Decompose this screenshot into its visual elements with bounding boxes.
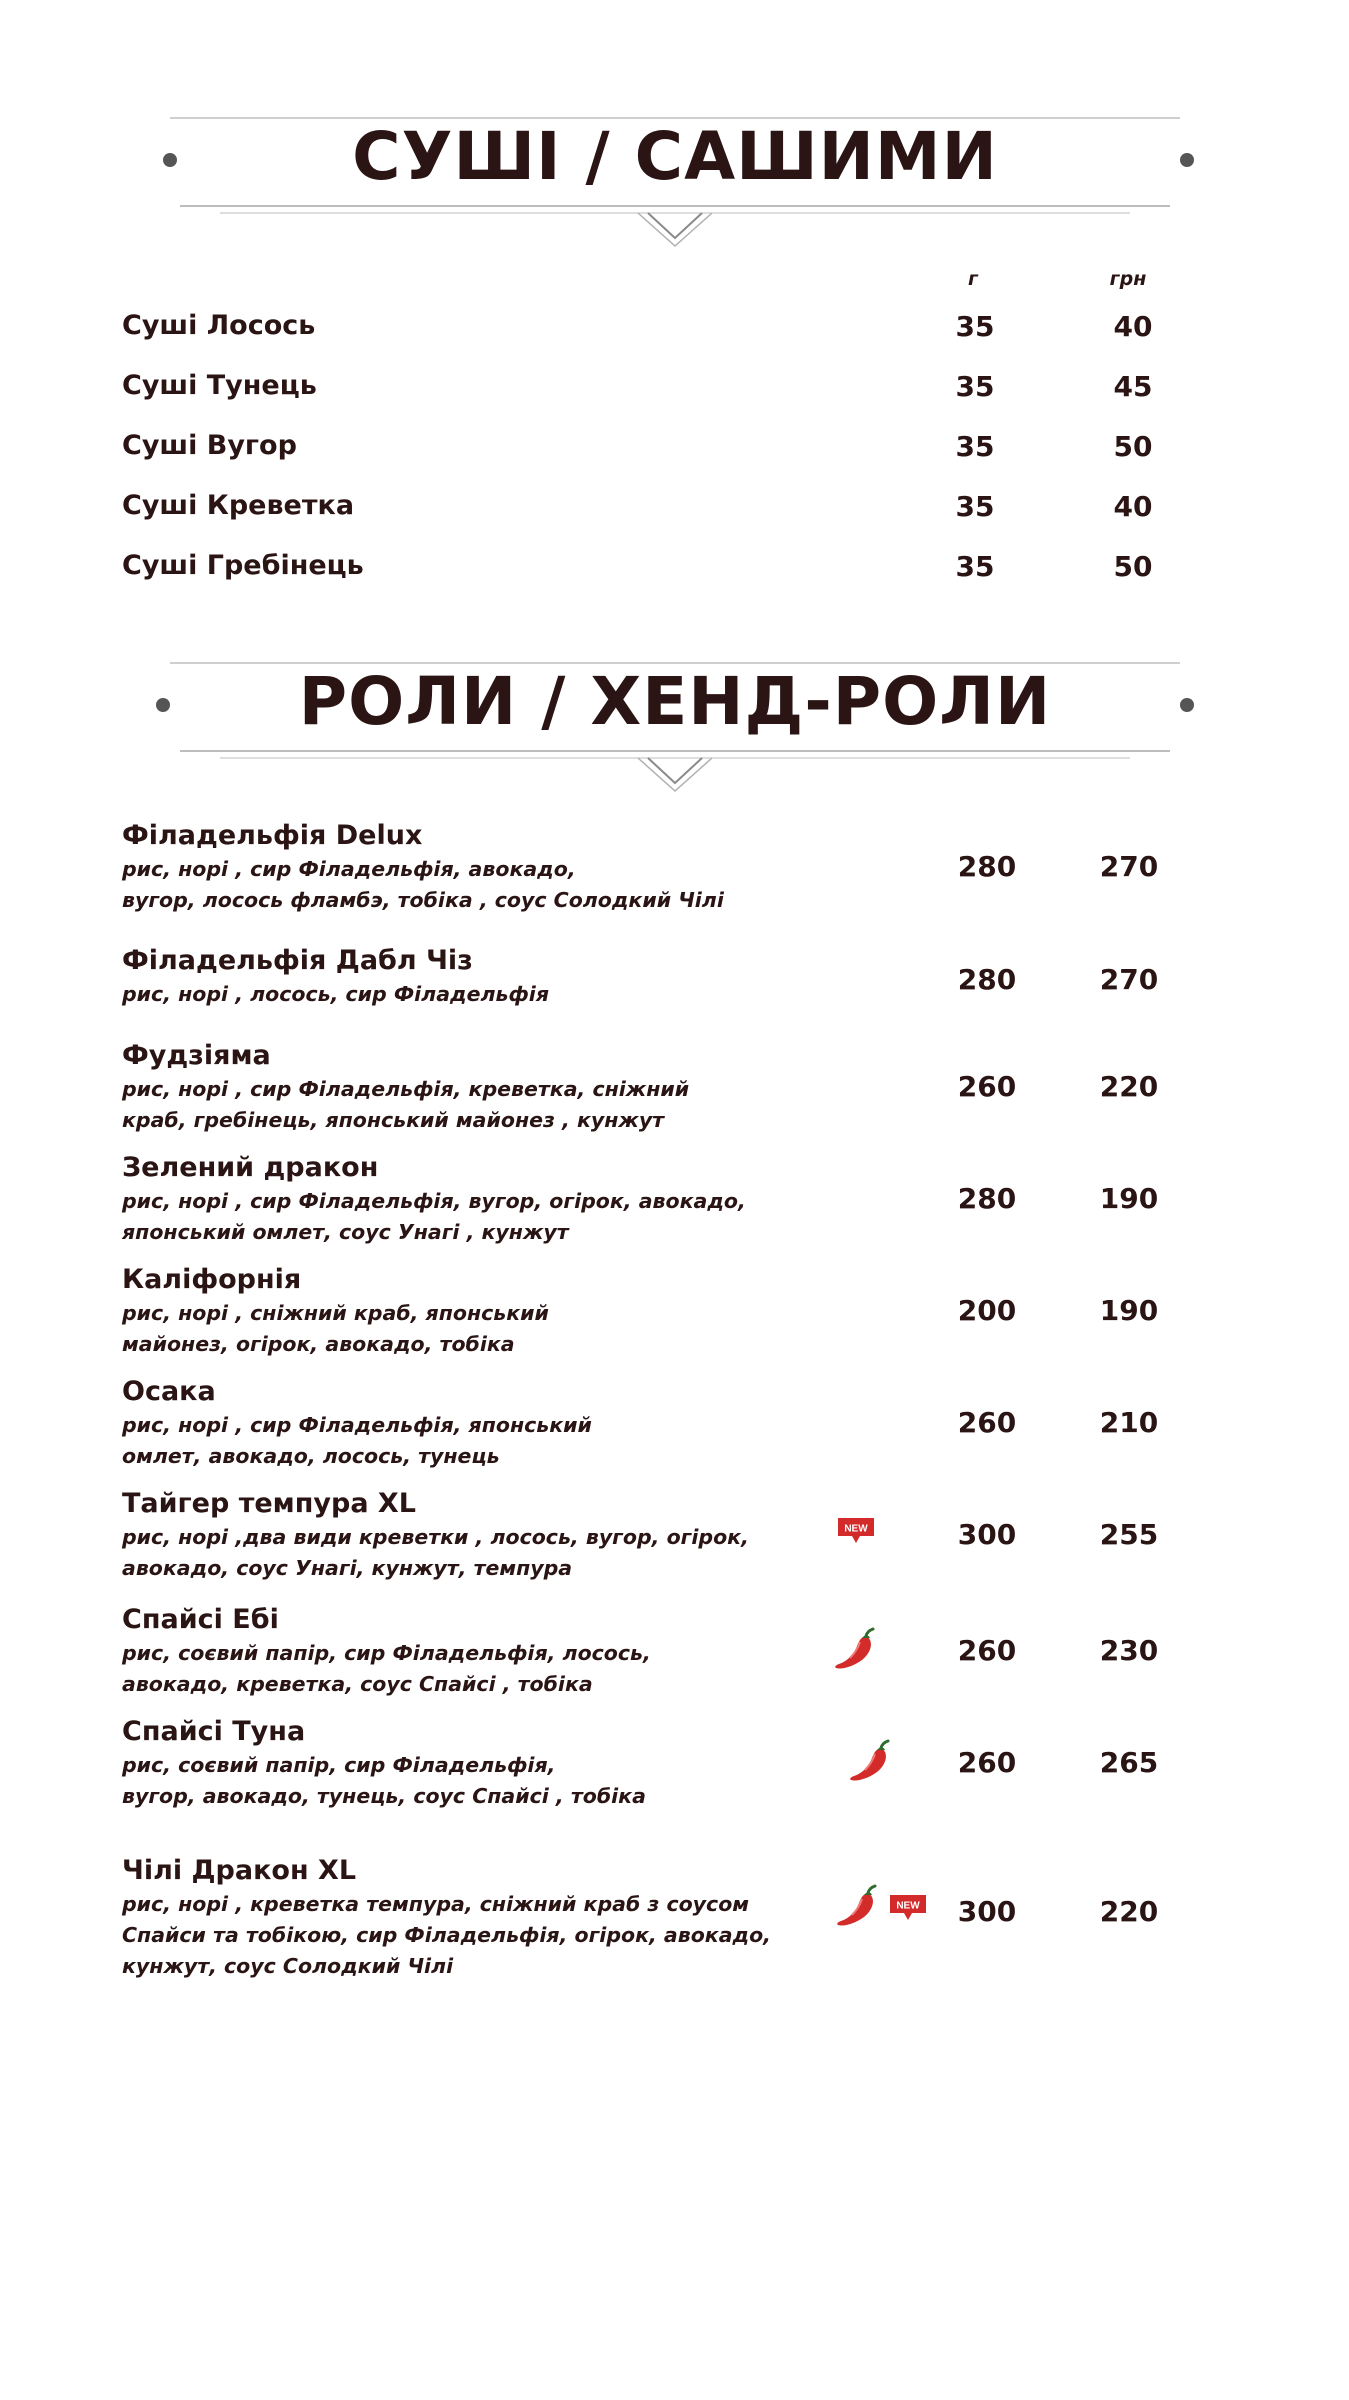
item-weight: 300 (957, 1895, 1017, 1928)
item-weight: 300 (957, 1518, 1017, 1551)
item-price: 190 (1099, 1182, 1159, 1215)
item-price: 270 (1099, 850, 1159, 883)
item-description (122, 1298, 822, 1360)
item-price: 40 (1113, 490, 1153, 523)
item-price: 40 (1113, 310, 1153, 343)
description-line: краб, гребінець, японський майонез , кунжут (122, 1108, 665, 1132)
item-description (122, 1638, 822, 1700)
chili-pepper-icon (830, 1626, 880, 1680)
item-price: 265 (1099, 1746, 1159, 1779)
description-line: японський омлет, соус Унагі , кунжут (122, 1220, 569, 1244)
item-weight: 280 (957, 1182, 1017, 1215)
description-line: рис, норі , сир Філадельфія, авокадо, (122, 857, 576, 881)
item-name: Суші Лосось (122, 310, 316, 341)
item-name: Чілі Дракон XL (122, 1855, 357, 1886)
item-price: 220 (1099, 1895, 1159, 1928)
description-line: рис, норі , сир Філадельфія, креветка, сніжний (122, 1077, 690, 1101)
item-name: Спайсі Туна (122, 1716, 306, 1747)
item-badges (830, 1626, 886, 1680)
item-description (122, 854, 822, 916)
item-name: Суші Гребінець (122, 550, 364, 581)
description-line: кунжут, соус Солодкий Чілі (122, 1954, 454, 1978)
item-name: Суші Вугор (122, 430, 297, 461)
column-header-weight: г (968, 268, 978, 290)
section-title-sushi: СУШІ / САШИМИ (352, 118, 998, 195)
item-name: Фудзіяма (122, 1040, 271, 1071)
item-price: 210 (1099, 1406, 1159, 1439)
sushi-section-banner (140, 110, 1210, 260)
item-weight: 260 (957, 1070, 1017, 1103)
item-price: 190 (1099, 1294, 1159, 1327)
item-weight: 35 (955, 430, 995, 463)
description-line: Спайси та тобікою, сир Філадельфія, огірок, авокадо, (122, 1923, 771, 1947)
item-name: Зелений дракон (122, 1152, 379, 1183)
item-price: 230 (1099, 1634, 1159, 1667)
description-line: рис, норі , лосось, сир Філадельфія (122, 982, 549, 1006)
item-description (122, 1889, 822, 1982)
item-description (122, 1410, 822, 1472)
chili-pepper-icon (832, 1883, 882, 1937)
item-badges (836, 1516, 882, 1550)
item-name: Філадельфія Delux (122, 820, 423, 851)
item-description (122, 1074, 822, 1136)
description-line: рис, норі ,два види креветки , лосось, вугор, огірок, (122, 1525, 749, 1549)
item-weight: 280 (957, 850, 1017, 883)
description-line: рис, норі , сир Філадельфія, вугор, огірок, авокадо, (122, 1189, 746, 1213)
item-description (122, 979, 822, 1010)
description-line: авокадо, креветка, соус Спайсі , тобіка (122, 1672, 593, 1696)
item-price: 50 (1113, 430, 1153, 463)
item-weight: 35 (955, 490, 995, 523)
item-weight: 260 (957, 1746, 1017, 1779)
item-name: Філадельфія Дабл Чіз (122, 945, 473, 976)
description-line: рис, соєвий папір, сир Філадельфія, лосось, (122, 1641, 651, 1665)
description-line: рис, соєвий папір, сир Філадельфія, (122, 1753, 556, 1777)
item-name: Осака (122, 1376, 216, 1407)
description-line: вугор, лосось фламбэ, тобіка , соус Солодкий Чілі (122, 888, 724, 912)
description-line: рис, норі , сніжний краб, японський (122, 1301, 549, 1325)
new-badge-text: NEW (896, 1900, 920, 1912)
new-badge-icon (888, 1893, 928, 1927)
item-weight: 280 (957, 963, 1017, 996)
item-name: Суші Креветка (122, 490, 355, 521)
new-badge-text: NEW (844, 1523, 868, 1535)
description-line: омлет, авокадо, лосось, тунець (122, 1444, 500, 1468)
description-line: вугор, авокадо, тунець, соус Спайсі , тобіка (122, 1784, 646, 1808)
item-badges (832, 1883, 934, 1937)
item-weight: 260 (957, 1634, 1017, 1667)
column-header-price: грн (1109, 268, 1147, 290)
item-description (122, 1522, 822, 1584)
new-badge-icon (836, 1516, 876, 1550)
item-weight: 35 (955, 550, 995, 583)
item-weight: 200 (957, 1294, 1017, 1327)
item-weight: 260 (957, 1406, 1017, 1439)
description-line: авокадо, соус Унагі, кунжут, темпура (122, 1556, 573, 1580)
item-name: Суші Тунець (122, 370, 317, 401)
item-badges (845, 1738, 901, 1792)
item-price: 50 (1113, 550, 1153, 583)
item-price: 220 (1099, 1070, 1159, 1103)
item-weight: 35 (955, 370, 995, 403)
item-price: 270 (1099, 963, 1159, 996)
item-description (122, 1186, 822, 1248)
section-title-rolls: РОЛИ / ХЕНД-РОЛИ (298, 663, 1052, 740)
rolls-section-banner (140, 655, 1210, 805)
description-line: рис, норі , креветка темпура, сніжний краб з соусом (122, 1892, 750, 1916)
item-description (122, 1750, 822, 1812)
chili-pepper-icon (845, 1738, 895, 1792)
item-weight: 35 (955, 310, 995, 343)
item-name: Каліфорнія (122, 1264, 302, 1295)
item-price: 255 (1099, 1518, 1159, 1551)
description-line: рис, норі , сир Філадельфія, японський (122, 1413, 592, 1437)
description-line: майонез, огірок, авокадо, тобіка (122, 1332, 515, 1356)
item-name: Тайгер темпура XL (122, 1488, 416, 1519)
item-name: Спайсі Ебі (122, 1604, 279, 1635)
item-price: 45 (1113, 370, 1153, 403)
